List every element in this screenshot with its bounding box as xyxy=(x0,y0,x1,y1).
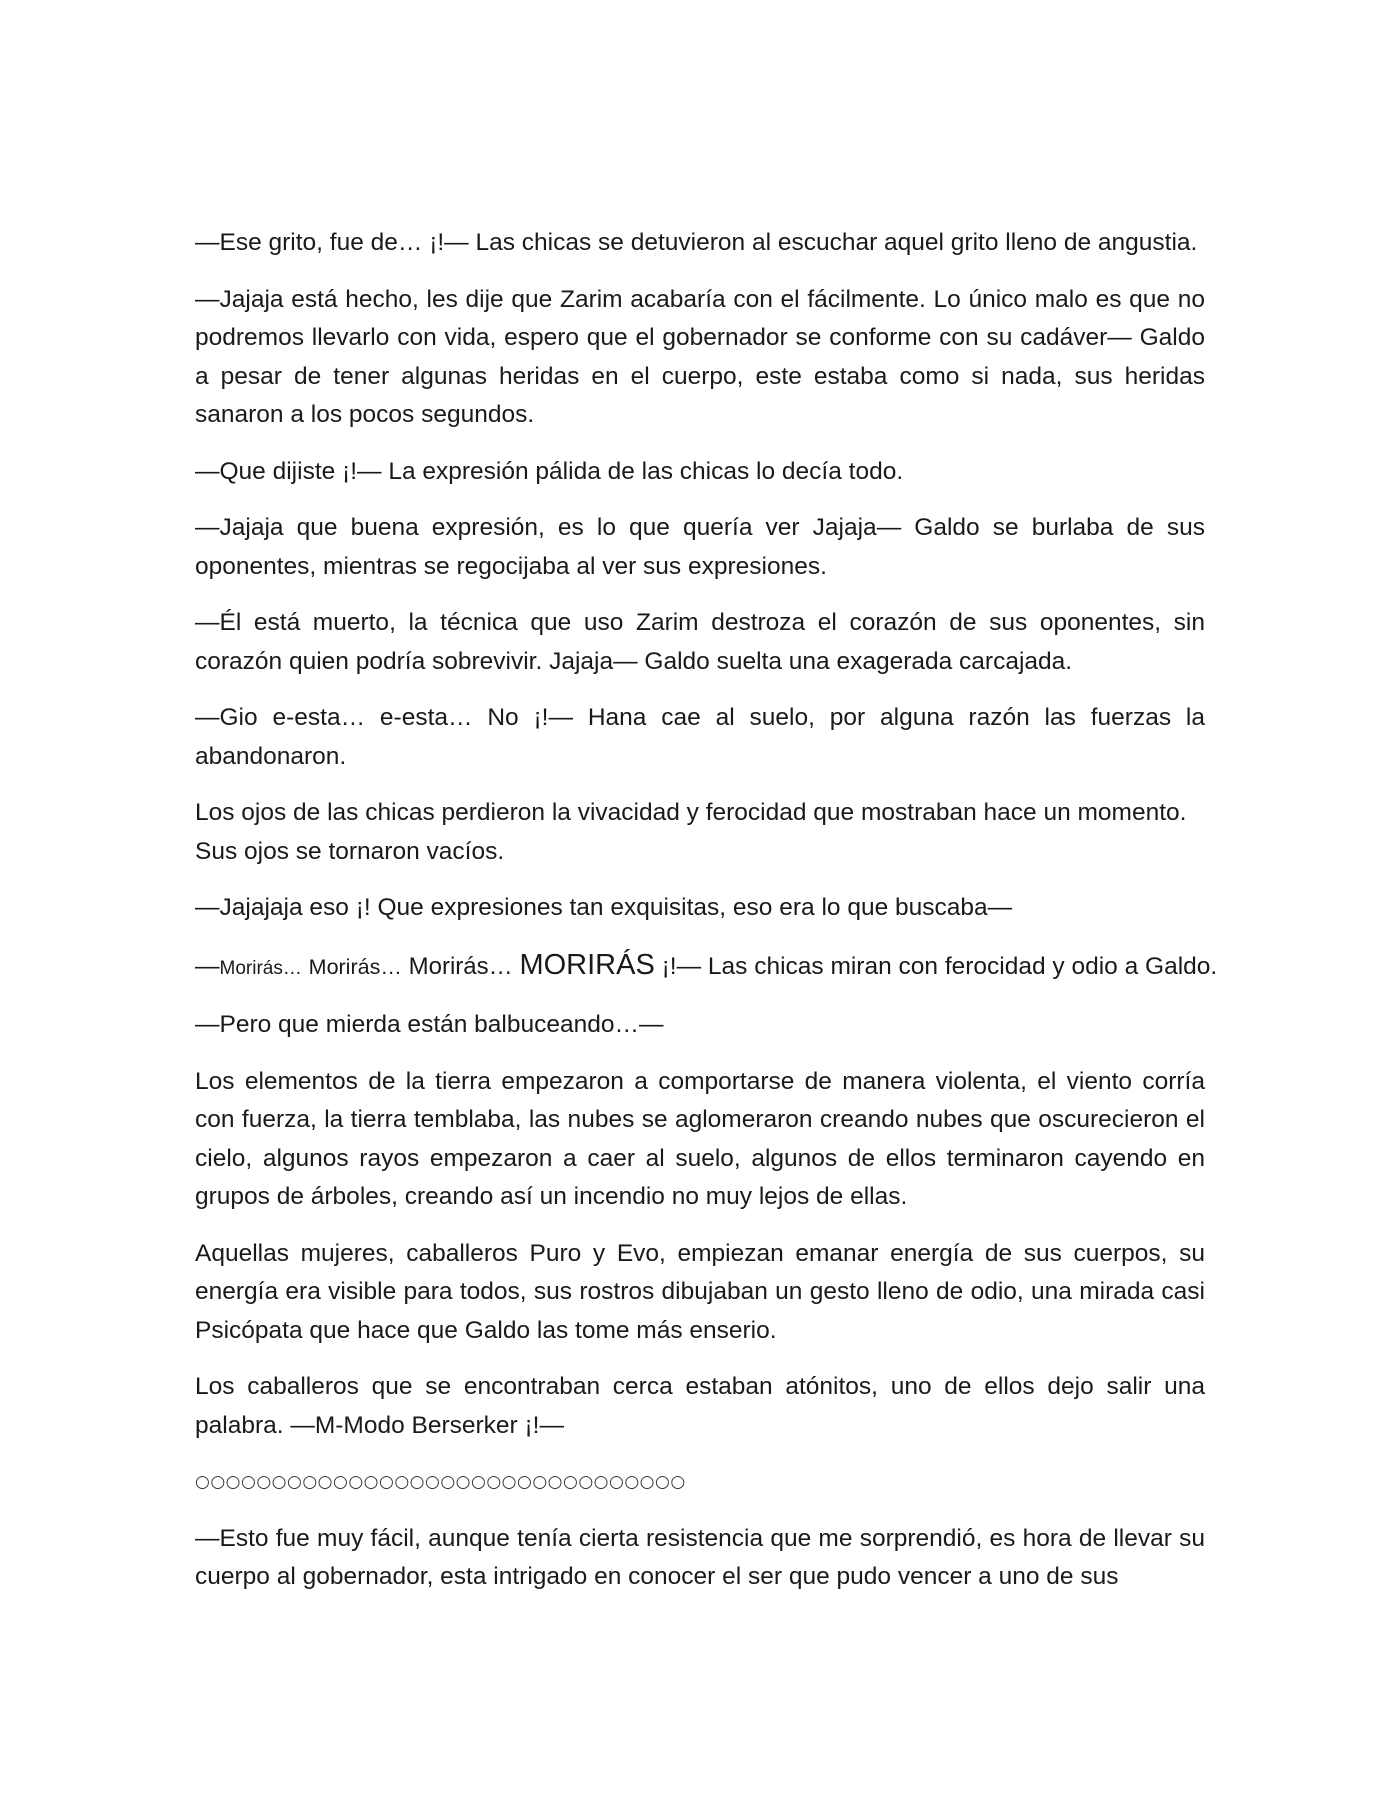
paragraph-7: Los ojos de las chicas perdieron la vivacidad y ferocidad que mostraban hace un momento. Sus ojos se tornaron vacíos. xyxy=(195,799,1187,865)
shout-dash: — xyxy=(195,952,220,980)
paragraph-12: Los caballeros que se encontraban cerca estaban atónitos, uno de ellos dejo salir una palabra. —M-Modo Berserker ¡!— xyxy=(195,1373,1205,1439)
scene-separator: ○○○○○○○○○○○○○○○○○○○○○○○○○○○○○○○○ xyxy=(195,1472,686,1492)
document-body xyxy=(195,224,1218,1615)
paragraph-2: —Jajaja está hecho, les dije que Zarim acabaría con el fácilmente. Lo único malo es que no podremos llevarlo con vida, espero que el gobernador se conforme con su cadáver— Galdo a pesar de tener algunas heridas en el cuerpo, este estaba como si nada, sus heridas sanaron a los pocos segundos. xyxy=(195,285,1205,428)
shout-word-large: Morirás… xyxy=(408,952,513,980)
paragraph-5: —Él está muerto, la técnica que uso Zarim destroza el corazón de sus oponentes, sin corazón quien podría sobrevivir. Jajaja— Galdo suelta una exagerada carcajada. xyxy=(195,609,1205,675)
paragraph-4: —Jajaja que buena expresión, es lo que quería ver Jajaja— Galdo se burlaba de sus oponentes, mientras se regocijaba al ver sus expresiones. xyxy=(195,514,1205,580)
shout-word-small: Morirás… xyxy=(219,957,302,979)
paragraph-6: —Gio e-esta… e-esta… No ¡!— Hana cae al suelo, por alguna razón las fuerzas la abandonaron. xyxy=(195,704,1205,770)
shout-word-medium: Morirás… xyxy=(308,954,402,979)
paragraph-1: —Ese grito, fue de… ¡!— Las chicas se detuvieron al escuchar aquel grito lleno de angustia. xyxy=(195,229,1198,256)
shout-word-largest: MORIRÁS xyxy=(519,948,655,981)
shout-paragraph xyxy=(195,946,1218,989)
paragraph-10: Los elementos de la tierra empezaron a comportarse de manera violenta, el viento corría con fuerza, la tierra temblaba, las nubes se aglomeraron creando nubes que oscurecieron el cielo, algunos rayos empezaron a caer al suelo, algunos de ellos terminaron cayendo en grupos de árboles, creando así un incendio no muy lejos de ellas. xyxy=(195,1067,1205,1210)
paragraph-9: —Pero que mierda están balbuceando…— xyxy=(195,1011,664,1038)
paragraph-8: —Jajajaja eso ¡! Que expresiones tan exquisitas, eso era lo que buscaba— xyxy=(195,894,1013,921)
shout-tail: ¡!— Las chicas miran con ferocidad y odio a Galdo. xyxy=(654,952,1218,980)
paragraph-11: Aquellas mujeres, caballeros Puro y Evo, empiezan emanar energía de sus cuerpos, su energía era visible para todos, sus rostros dibujaban un gesto lleno de odio, una mirada casi Psicópata que hace que Galdo las tome más enserio. xyxy=(195,1239,1205,1344)
paragraph-13: —Esto fue muy fácil, aunque tenía cierta resistencia que me sorprendió, es hora de llevar su cuerpo al gobernador, esta intrigado en conocer el ser que pudo vencer a uno de sus xyxy=(195,1524,1205,1590)
paragraph-3: —Que dijiste ¡!— La expresión pálida de las chicas lo decía todo. xyxy=(195,457,904,485)
